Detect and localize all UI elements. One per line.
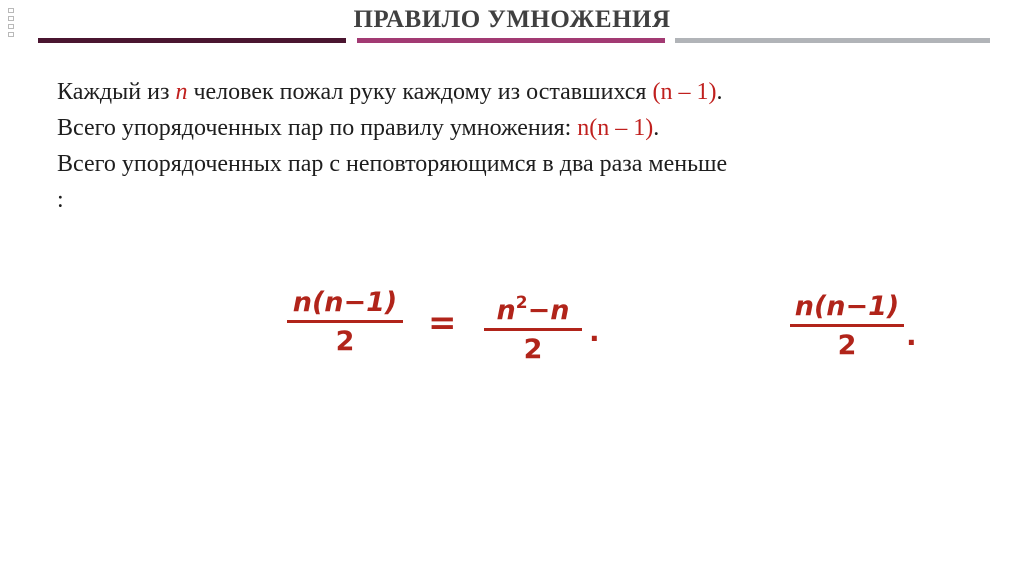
fraction-right [790, 292, 904, 361]
body-line-2: Всего упорядоченных пар по правилу умножения: n(n – 1). [57, 115, 660, 141]
formula-right-period: . [906, 319, 917, 352]
variable-n: n [175, 79, 188, 105]
fraction-right-numerator: n(n−1) [794, 291, 900, 322]
title-underline-gray [675, 38, 990, 43]
fraction-left [287, 288, 403, 357]
fraction-left-denominator: 2 [335, 326, 355, 357]
fraction-right-denominator: 2 [837, 330, 857, 361]
body-line-4: : [57, 187, 64, 213]
title-underline-magenta [357, 38, 665, 43]
body-line-1: Каждый из n человек пожал руку каждому из оставшихся (n – 1). [57, 79, 723, 105]
expression-n-times-n-minus-1: n(n – 1) [577, 115, 654, 141]
fraction-middle-numerator: $n^2-n$ [496, 293, 570, 326]
slide-title: ПРАВИЛО УМНОЖЕНИЯ [353, 6, 671, 33]
title-underline-dark [38, 38, 346, 43]
formula-middle-period: . [589, 315, 600, 348]
fraction-middle [484, 288, 582, 365]
fraction-right-bar [790, 324, 904, 327]
expression-n-minus-1: (n – 1) [652, 79, 717, 105]
slide-body [57, 74, 997, 218]
equals-sign: = [428, 303, 457, 343]
fraction-middle-bar [484, 328, 582, 331]
fraction-middle-denominator: 2 [523, 334, 543, 365]
body-line-3: Всего упорядоченных пар с неповторяющимся в два раза меньше [57, 151, 728, 177]
fraction-left-numerator: n(n−1) [292, 287, 398, 318]
fraction-left-bar [287, 320, 403, 323]
